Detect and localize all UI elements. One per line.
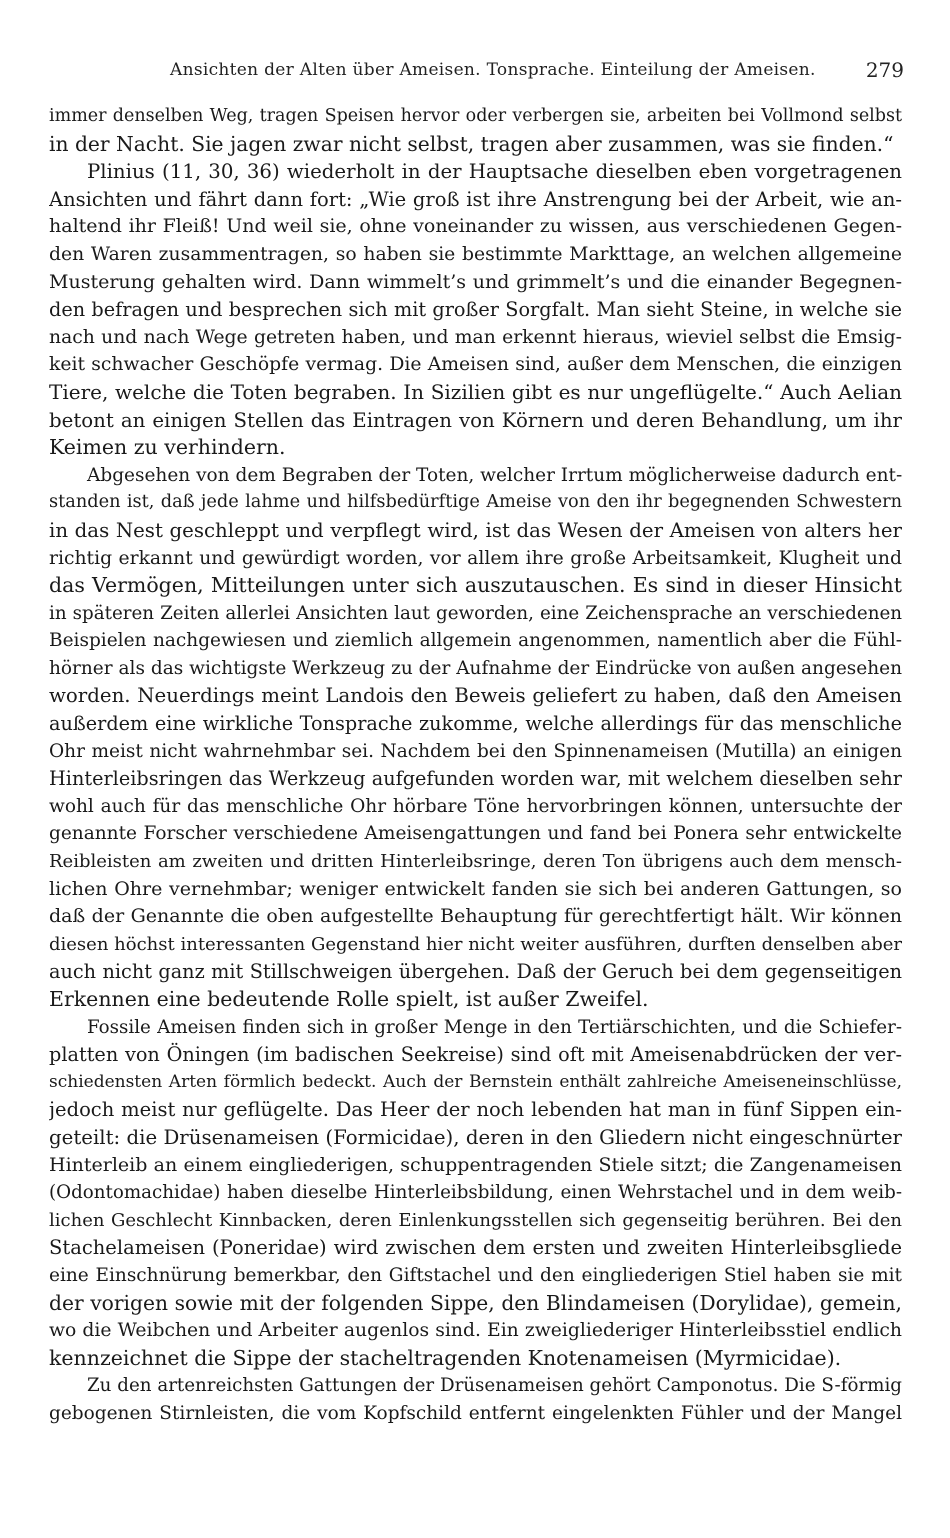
text-line: jedoch meist nur geflügelte. Das Heer der noch lebenden hat man in fünf Sippen ein-	[49, 1098, 902, 1122]
text-line: betont an einigen Stellen das Eintragen von Körnern und deren Behandlung, um ihr	[49, 408, 902, 432]
text-line: den befragen und besprechen sich mit großer Sorgfalt. Man sieht Steine, in welche sie	[49, 298, 902, 322]
text-line: Erkennen eine bedeutende Rolle spielt, ist außer Zweifel.	[49, 987, 649, 1011]
text-line: immer denselben Weg, tragen Speisen hervor oder verbergen sie, arbeiten bei Vollmond selbst	[49, 106, 902, 126]
text-line: der vorigen sowie mit der folgenden Sippe, den Blindameisen (Dorylidae), gemein,	[49, 1290, 902, 1315]
text-line: kennzeichnet die Sippe der stacheltragenden Knotenameisen (Myrmicidae).	[49, 1345, 842, 1370]
text-line: keit schwacher Geschöpfe vermag. Die Ameisen sind, außer dem Menschen, die einzigen	[49, 354, 902, 376]
text-line: Keimen zu verhindern.	[49, 435, 286, 460]
text-line: standen ist, daß jede lahme und hilfsbedürftige Ameise von den ihr begegnenden Schwestern	[49, 492, 902, 513]
text-line: Plinius (11, 30, 36) wiederholt in der Hauptsache dieselben eben vorgetragenen	[87, 160, 902, 184]
text-line: haltend ihr Fleiß! Und weil sie, ohne voneinander zu wissen, aus verschiedenen Gegen-	[49, 215, 902, 238]
text-line: Hinterleibsringen das Werkzeug aufgefunden worden war, mit welchem dieselben sehr	[49, 767, 902, 791]
text-line: nach und nach Wege getreten haben, und man erkennt hieraus, wieviel selbst die Emsig-	[49, 326, 902, 348]
text-line: Fossile Ameisen finden sich in großer Menge in den Tertiärschichten, und die Schiefer-	[87, 1016, 902, 1038]
text-line: schiedensten Arten förmlich bedeckt. Auch der Bernstein enthält zahlreiche Ameiseneinschlüsse,	[49, 1071, 902, 1092]
text-line: Ohr meist nicht wahrnehmbar sei. Nachdem bei den Spinnenameisen (Mutilla) an einigen	[49, 740, 902, 762]
text-line: Beispielen nachgewiesen und ziemlich allgemein angenommen, namentlich aber die Fühl-	[49, 630, 902, 652]
text-line: lichen Geschlecht Kinnbacken, deren Einlenkungsstellen sich gegenseitig berühren. Bei den	[49, 1209, 902, 1231]
running-title: Ansichten der Alten über Ameisen. Tonsprache. Einteilung der Ameisen.	[170, 60, 816, 80]
text-line: außerdem eine wirkliche Tonsprache zukomme, welche allerdings für das menschliche	[49, 712, 902, 736]
text-line: Tiere, welche die Toten begraben. In Sizilien gibt es nur ungeflügelte.“ Auch Aelian	[49, 379, 902, 404]
text-line: (Odontomachidae) haben dieselbe Hinterleibsbildung, einen Wehrstachel und in dem weib-	[49, 1182, 902, 1204]
text-line: genannte Forscher verschiedene Ameisengattungen und fand bei Ponera sehr entwickelte	[49, 823, 902, 845]
text-line: auch nicht ganz mit Stillschweigen übergehen. Daß der Geruch bei dem gegenseitigen	[49, 960, 902, 984]
text-line: in das Nest geschleppt und verpflegt wird, ist das Wesen der Ameisen von alters her	[49, 518, 902, 542]
text-line: Zu den artenreichsten Gattungen der Drüsenameisen gehört Camponotus. Die S-förmig	[87, 1375, 902, 1397]
text-line: Reibleisten am zweiten und dritten Hinterleibsringe, deren Ton übrigens auch dem mensch-	[49, 851, 902, 873]
text-line: das Vermögen, Mitteilungen unter sich auszutauschen. Es sind in dieser Hinsicht	[49, 573, 902, 598]
text-line: richtig erkannt und gewürdigt worden, vor allem ihre große Arbeitsamkeit, Klugheit und	[49, 547, 902, 569]
text-line: gebogenen Stirnleisten, die vom Kopfschild entfernt eingelenkten Fühler und der Mangel	[49, 1402, 902, 1424]
text-line: wo die Weibchen und Arbeiter augenlos sind. Ein zweigliederiger Hinterleibsstiel endlich	[49, 1320, 902, 1342]
text-line: Hinterleib an einem eingliederigen, schuppentragenden Stiele sitzt; die Zangenameisen	[49, 1153, 902, 1176]
text-line: Musterung gehalten wird. Dann wimmelt’s und grimmelt’s und die einander Begegnen-	[49, 270, 902, 293]
text-line: geteilt: die Drüsenameisen (Formicidae), deren in den Gliedern nicht eingeschnürter	[49, 1125, 902, 1149]
text-line: Stachelameisen (Poneridae) wird zwischen dem ersten und zweiten Hinterleibsgliede	[49, 1236, 902, 1260]
page-number: 279	[865, 58, 904, 82]
text-line: worden. Neuerdings meint Landois den Beweis geliefert zu haben, daß den Ameisen	[49, 684, 902, 708]
text-line: hörner als das wichtigste Werkzeug zu der Aufnahme der Eindrücke von außen angesehen	[49, 657, 902, 679]
body-text	[49, 103, 902, 1428]
text-line: platten von Öningen (im badischen Seekreise) sind oft mit Ameisenabdrücken der ver-	[49, 1043, 902, 1067]
text-line: daß der Genannte die oben aufgestellte Behauptung für gerechtfertigt hält. Wir können	[49, 905, 902, 928]
text-line: in späteren Zeiten allerlei Ansichten laut geworden, eine Zeichensprache an verschiedenen	[49, 602, 902, 624]
text-line: den Waren zusammentragen, so haben sie bestimmte Markttage, an welchen allgemeine	[49, 243, 902, 265]
page-header	[0, 52, 950, 82]
text-line: eine Einschnürung bemerkbar, den Giftstachel und den eingliederigen Stiel haben sie mit	[49, 1264, 902, 1286]
text-line: Ansichten und fährt dann fort: „Wie groß ist ihre Anstrengung bei der Arbeit, wie an-	[49, 187, 902, 211]
text-line: wohl auch für das menschliche Ohr hörbare Töne hervorbringen können, untersuchte der	[49, 795, 902, 817]
text-line: diesen höchst interessanten Gegenstand hier nicht weiter ausführen, durften denselben aber	[49, 933, 902, 955]
text-line: Abgesehen von dem Begraben der Toten, welcher Irrtum möglicherweise dadurch ent-	[87, 464, 902, 486]
text-line: in der Nacht. Sie jagen zwar nicht selbst, tragen aber zusammen, was sie finden.“	[49, 131, 894, 156]
text-line: lichen Ohre vernehmbar; weniger entwickelt fanden sie sich bei anderen Gattungen, so	[49, 877, 902, 900]
